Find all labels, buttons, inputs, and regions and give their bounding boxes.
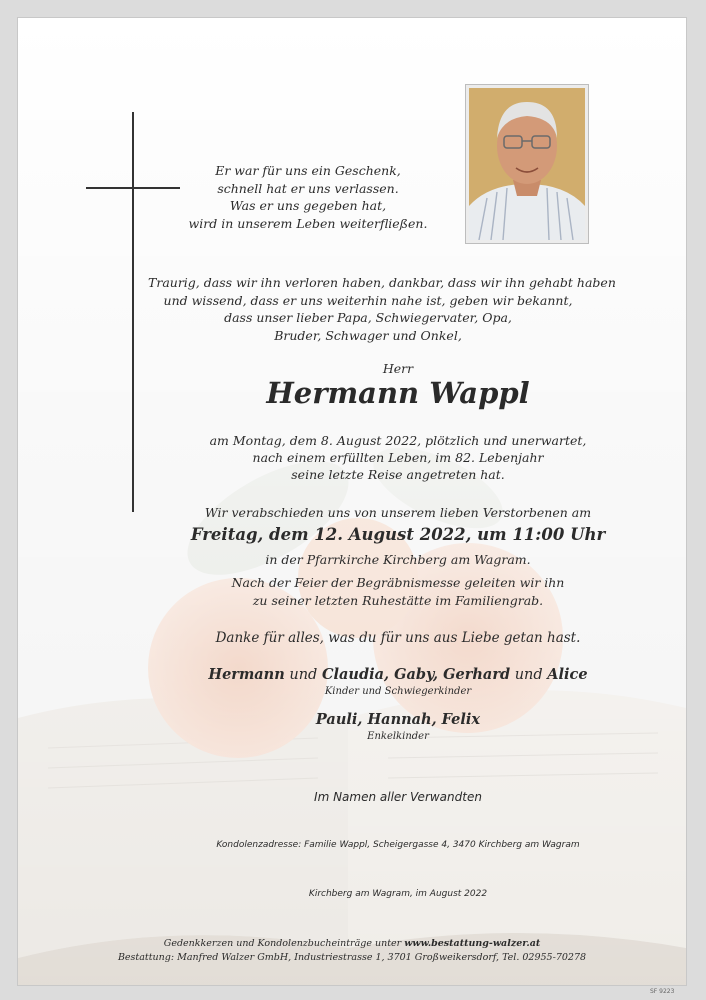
grandchildren-label: Enkelkinder bbox=[367, 731, 429, 742]
children-label: Kinder und Schwiegerkinder bbox=[324, 686, 472, 697]
template-code: SF 9223 bbox=[650, 988, 675, 995]
footer-website-link[interactable]: www.bestattung-walzer.at bbox=[404, 938, 541, 949]
burial-line: zu seiner letzten Ruhestätte im Familiengrab. bbox=[252, 592, 544, 608]
death-notice bbox=[148, 432, 648, 483]
footer-text: Gedenkkerzen und Kondolenzbucheinträge unter bbox=[163, 938, 402, 949]
obituary-card bbox=[17, 17, 687, 986]
children-names bbox=[118, 666, 678, 683]
thanks-line: Danke für alles, was du für uns aus Liebe getan hast. bbox=[215, 630, 581, 646]
cross-vertical-bar bbox=[132, 112, 134, 512]
death-line: seine letzte Reise angetreten hat. bbox=[291, 467, 505, 482]
place-date: Kirchberg am Wagram, im August 2022 bbox=[308, 889, 488, 899]
footer-memorial-line bbox=[38, 938, 666, 949]
conjunction: und bbox=[289, 667, 318, 683]
child-name: Hermann bbox=[208, 666, 285, 683]
intro-line: und wissend, dass er uns weiterhin nahe ist, geben wir bekannt, bbox=[163, 292, 573, 308]
poem-line: Was er uns gegeben hat, bbox=[229, 198, 387, 213]
footer-undertaker-line: Bestattung: Manfred Walzer GmbH, Industriestrasse 1, 3701 Großweikersdorf, Tel. 02955-70278 bbox=[117, 952, 587, 963]
burial-notice bbox=[148, 574, 648, 609]
condolence-address: Kondolenzadresse: Familie Wappl, Scheigergasse 4, 3470 Kirchberg am Wagram bbox=[216, 840, 580, 850]
intro-line: Traurig, dass wir ihn verloren haben, dankbar, dass wir ihn gehabt haben bbox=[148, 275, 616, 290]
portrait-photo bbox=[465, 84, 589, 244]
deceased-name: Hermann Wappl bbox=[266, 376, 530, 410]
conjunction: und bbox=[514, 667, 543, 683]
funeral-date: Freitag, dem 12. August 2022, um 11:00 Uhr bbox=[190, 525, 606, 544]
farewell-line: Wir verabschieden uns von unserem lieben Verstorbenen am bbox=[204, 505, 592, 520]
child-names: Claudia, Gaby, Gerhard bbox=[321, 666, 511, 683]
poem bbox=[168, 162, 448, 232]
poem-line: Er war für uns ein Geschenk, bbox=[215, 163, 401, 178]
intro-line: dass unser lieber Papa, Schwiegervater, Opa, bbox=[224, 310, 512, 325]
church-location: in der Pfarrkirche Kirchberg am Wagram. bbox=[265, 552, 531, 567]
grandchildren-names: Pauli, Hannah, Felix bbox=[315, 711, 481, 728]
salutation: Herr bbox=[382, 361, 414, 376]
death-line: am Montag, dem 8. August 2022, plötzlich und unerwartet, bbox=[209, 433, 587, 448]
poem-line: wird in unserem Leben weiterfließen. bbox=[188, 215, 428, 231]
burial-line: Nach der Feier der Begräbnismesse geleiten wir ihn bbox=[231, 575, 565, 590]
announcement-intro bbox=[148, 274, 616, 344]
death-line: nach einem erfüllten Leben, im 82. Lebenjahr bbox=[252, 450, 544, 465]
relatives-line: Im Namen aller Verwandten bbox=[314, 790, 482, 804]
intro-line: Bruder, Schwager und Onkel, bbox=[274, 327, 462, 343]
cross-horizontal-bar bbox=[86, 187, 180, 189]
child-name: Alice bbox=[547, 666, 588, 683]
poem-line: schnell hat er uns verlassen. bbox=[217, 180, 399, 196]
